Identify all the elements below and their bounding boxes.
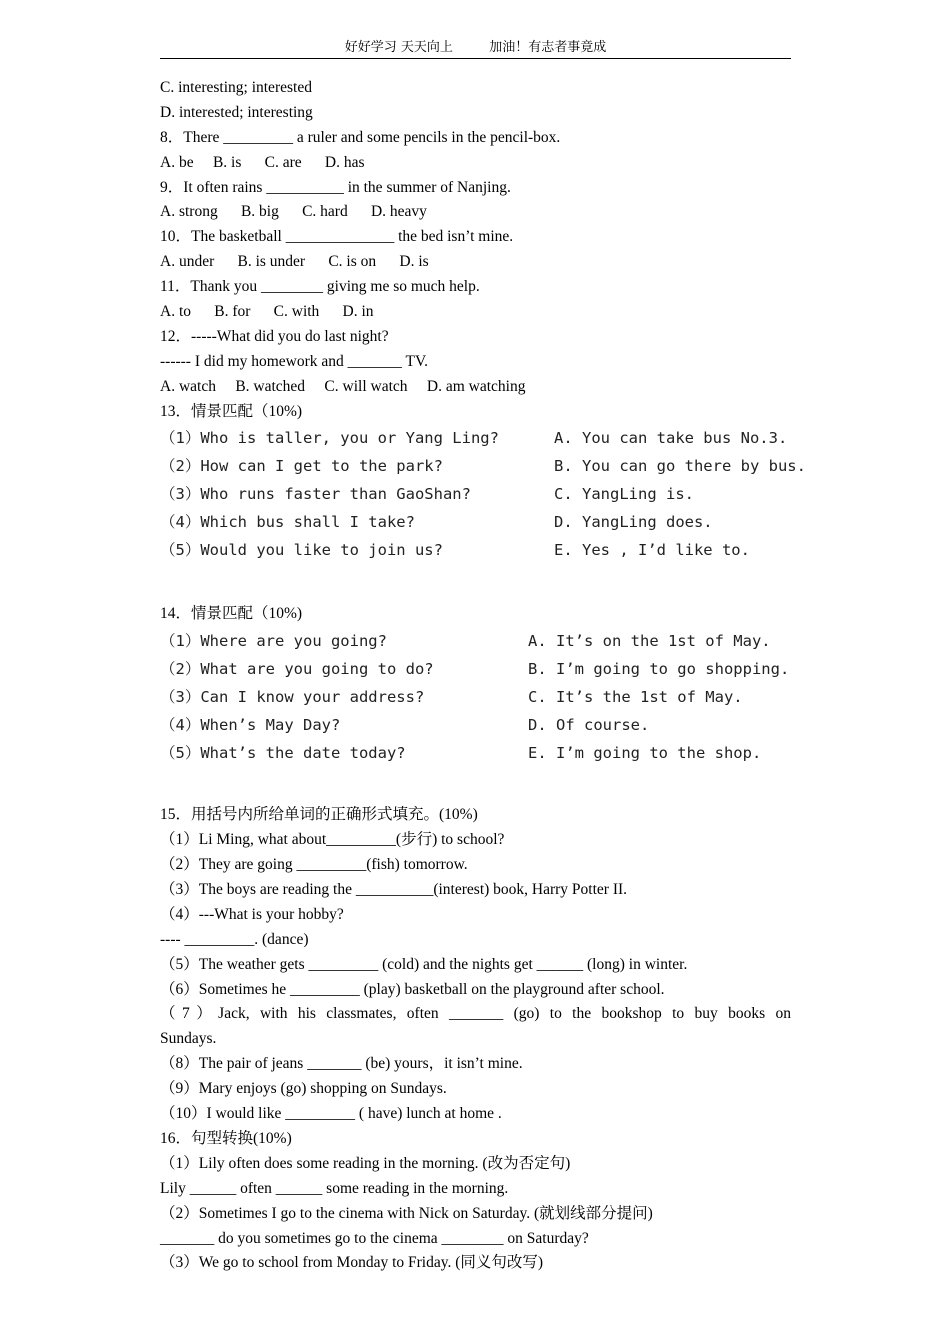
match-question: （3）Can I know your address?: [160, 688, 425, 707]
text-line: （1）Lily often does some reading in the morning. (改为否定句): [160, 1154, 571, 1172]
section-15-title: 15．用括号内所给单词的正确形式填充。(10%): [160, 806, 478, 824]
header-motto-right: 加油！有志者事竟成: [489, 40, 607, 55]
question-9: 9．It often rains __________ in the summer of Nanjing.: [160, 178, 511, 196]
match-row: [160, 683, 791, 711]
text-line: （4）---What is your hobby?: [160, 905, 344, 923]
match-row: [160, 536, 791, 564]
match-answer: C. YangLing is.: [554, 485, 694, 504]
match-answer: E. Yes , I’d like to.: [554, 541, 750, 560]
section-16-transform: [160, 1127, 791, 1276]
match-answer: A. You can take bus No.3.: [554, 429, 788, 448]
match-question: （5）What’s the date today?: [160, 744, 406, 763]
options-11: A. to B. for C. with D. in: [160, 303, 374, 321]
text-line: （2）They are going _________(fish) tomorrow.: [160, 856, 468, 874]
text-line: （9）Mary enjoys (go) shopping on Sundays.: [160, 1080, 447, 1098]
question-12: 12．-----What did you do last night?: [160, 327, 389, 345]
match-answer: D. YangLing does.: [554, 513, 713, 532]
match-question: （4）When’s May Day?: [160, 716, 341, 735]
text-line: （3）The boys are reading the __________(interest) book, Harry Potter II.: [160, 881, 628, 899]
match-row: [160, 480, 791, 508]
match-question: （2）How can I get to the park?: [160, 457, 443, 476]
match-row: [160, 655, 791, 683]
match-answer: C. It’s the 1st of May.: [528, 688, 743, 707]
question-10: 10．The basketball ______________ the bed isn’t mine.: [160, 228, 514, 246]
match-question: （1）Who is taller, you or Yang Ling?: [160, 429, 499, 448]
page-header: [160, 38, 791, 59]
text-line: D. interested; interesting: [160, 103, 313, 121]
text-line: （3）We go to school from Monday to Friday. (同义句改写): [160, 1254, 544, 1272]
match-question: （4）Which bus shall I take?: [160, 513, 415, 532]
match-row: [160, 711, 791, 739]
text-line: （7）Jack, with his classmates, often _______ (go) to the bookshop to buy books on: [160, 1005, 791, 1023]
match-row: [160, 627, 791, 655]
text-line: Lily ______ often ______ some reading in the morning.: [160, 1179, 509, 1197]
question-11: 11．Thank you ________ giving me so much help.: [160, 278, 480, 296]
text-line: （8）The pair of jeans _______ (be) yours，it isn’t mine.: [160, 1055, 523, 1073]
header-motto-left: 好好学习 天天向上: [344, 40, 453, 55]
text-line: （2）Sometimes I go to the cinema with Nick on Saturday. (就划线部分提问): [160, 1204, 653, 1222]
question-12-reply: ------ I did my homework and _______ TV.: [160, 352, 429, 370]
options-10: A. under B. is under C. is on D. is: [160, 253, 429, 271]
text-line: _______ do you sometimes go to the cinema ________ on Saturday?: [160, 1229, 589, 1247]
text-line: （10）I would like _________ ( have) lunch at home .: [160, 1105, 502, 1123]
section-14-title: 14．情景匹配（10%): [160, 605, 303, 623]
text-line: （6）Sometimes he _________ (play) basketball on the playground after school.: [160, 980, 665, 998]
options-9: A. strong B. big C. hard D. heavy: [160, 203, 427, 221]
section-13-matching: [160, 400, 806, 565]
match-row: [160, 508, 791, 536]
options-12: A. watch B. watched C. will watch D. am watching: [160, 377, 526, 395]
section-13-title: 13．情景匹配（10%): [160, 402, 303, 420]
match-question: （1）Where are you going?: [160, 632, 387, 651]
match-question: （2）What are you going to do?: [160, 660, 434, 679]
match-question: （5）Would you like to join us?: [160, 541, 443, 560]
text-line: （5）The weather gets _________ (cold) and the nights get ______ (long) in winter.: [160, 955, 688, 973]
question-8: 8．There _________ a ruler and some pencils in the pencil-box.: [160, 128, 561, 146]
options-8: A. be B. is C. are D. has: [160, 153, 365, 171]
match-row: [160, 739, 791, 767]
match-answer: E. I’m going to the shop.: [528, 744, 762, 763]
text-line: ---- _________. (dance): [160, 930, 309, 948]
section-15-fill-in: [160, 803, 791, 1127]
text-line: （1）Li Ming, what about_________(步行) to school?: [160, 831, 505, 849]
section-multiple-choice: [160, 76, 791, 400]
text-line: C. interesting; interested: [160, 79, 312, 96]
worksheet-body: [160, 76, 806, 1276]
text-line: Sundays.: [160, 1030, 217, 1048]
match-row: [160, 424, 791, 452]
match-question: （3）Who runs faster than GaoShan?: [160, 485, 471, 504]
match-answer: A. It’s on the 1st of May.: [528, 632, 771, 651]
match-answer: B. You can go there by bus.: [554, 457, 806, 476]
match-row: [160, 452, 806, 480]
match-answer: B. I’m going to go shopping.: [528, 660, 790, 679]
section-16-title: 16．句型转换(10%): [160, 1129, 292, 1147]
section-14-matching: [160, 602, 791, 767]
match-answer: D. Of course.: [528, 716, 650, 735]
